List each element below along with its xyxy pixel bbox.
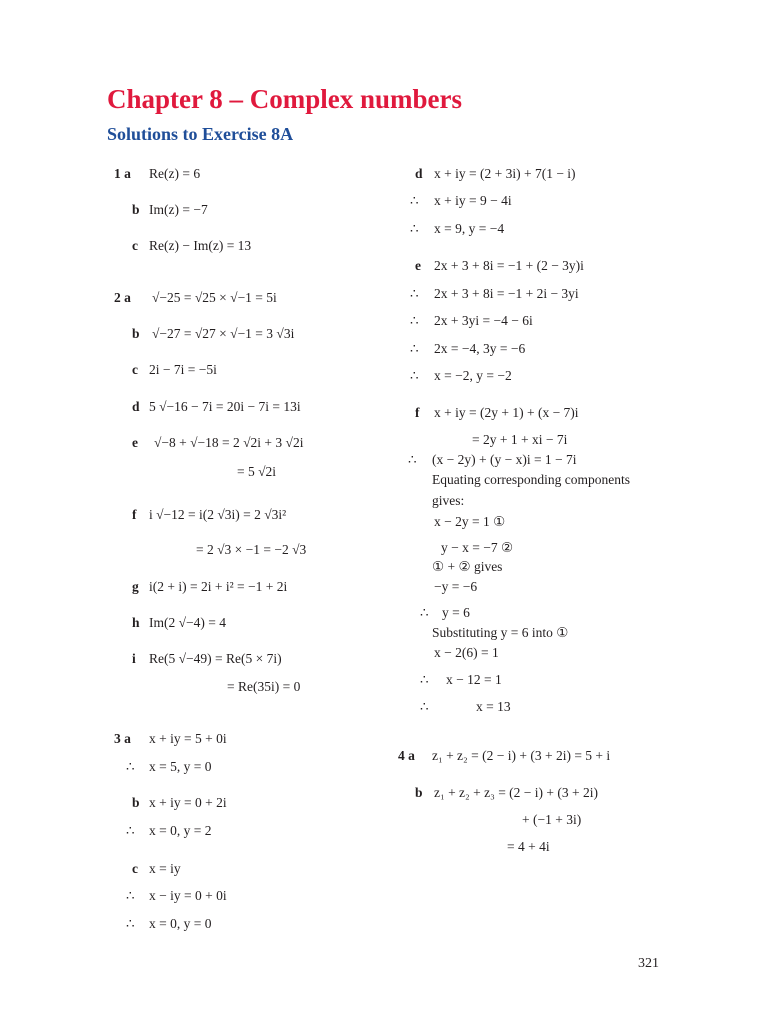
solution-line: x = 5, y = 0 — [149, 759, 212, 774]
solution-line: i √−12 = i(2 √3i) = 2 √3i² — [149, 507, 287, 522]
solution-line: = 2y + 1 + xi − 7i — [472, 432, 568, 447]
solution-line: x − 2y = 1 ① — [434, 514, 506, 529]
solution-line: = 5 √2i — [237, 464, 277, 479]
solution-line: 2i − 7i = −5i — [149, 362, 217, 377]
solution-line: Im(z) = −7 — [149, 202, 208, 217]
question-mark: f — [415, 405, 420, 420]
solution-line: ① + ② gives — [432, 559, 503, 574]
question-mark: 3 a — [114, 731, 131, 746]
solution-line: x + iy = 5 + 0i — [149, 731, 227, 746]
question-mark: 4 a — [398, 748, 415, 763]
solution-line: z₁ + z₂ = (2 − i) + (3 + 2i) = 5 + i — [432, 748, 611, 763]
therefore-symbol: ∴ — [126, 759, 135, 774]
question-mark: d — [132, 399, 140, 414]
solution-line: √−27 = √27 × √−1 = 3 √3i — [152, 326, 295, 341]
therefore-symbol: ∴ — [410, 286, 419, 301]
solution-line: Re(z) = 6 — [149, 166, 201, 181]
solution-line: −y = −6 — [434, 579, 478, 594]
solution-line: 2x + 3 + 8i = −1 + (2 − 3y)i — [434, 258, 584, 273]
question-mark: g — [132, 579, 139, 594]
therefore-symbol: ∴ — [410, 368, 419, 383]
therefore-symbol: ∴ — [410, 313, 419, 328]
solution-line: x + iy = 9 − 4i — [434, 193, 512, 208]
solution-line: z₁ + z₂ + z₃ = (2 − i) + (3 + 2i) — [434, 785, 599, 800]
solution-line: x + iy = (2y + 1) + (x − 7)i — [434, 405, 579, 420]
solution-line: x − 2(6) = 1 — [434, 645, 499, 660]
therefore-symbol: ∴ — [420, 699, 429, 714]
therefore-symbol: ∴ — [410, 221, 419, 236]
solution-line: 2x + 3 + 8i = −1 + 2i − 3yi — [434, 286, 579, 301]
solution-line: (x − 2y) + (y − x)i = 1 − 7i — [432, 452, 577, 467]
solution-line: 5 √−16 − 7i = 20i − 7i = 13i — [149, 399, 301, 414]
therefore-symbol: ∴ — [408, 452, 417, 467]
therefore-symbol: ∴ — [126, 823, 135, 838]
question-mark: b — [132, 326, 140, 341]
therefore-symbol: ∴ — [410, 193, 419, 208]
question-mark: c — [132, 861, 138, 876]
solution-line: y = 6 — [442, 605, 470, 620]
solution-line: x + iy = 0 + 2i — [149, 795, 227, 810]
question-mark: b — [415, 785, 423, 800]
solution-line: x = iy — [149, 861, 181, 876]
therefore-symbol: ∴ — [126, 888, 135, 903]
solution-line: x − iy = 0 + 0i — [149, 888, 227, 903]
question-mark: c — [132, 362, 138, 377]
question-mark: f — [132, 507, 137, 522]
solution-line: Re(z) − Im(z) = 13 — [149, 238, 252, 253]
solution-line: x + iy = (2 + 3i) + 7(1 − i) — [434, 166, 576, 181]
solution-line: 2x + 3yi = −4 − 6i — [434, 313, 533, 328]
solution-line: = 4 + 4i — [507, 839, 550, 854]
therefore-symbol: ∴ — [410, 341, 419, 356]
therefore-symbol: ∴ — [420, 605, 429, 620]
question-mark: 1 a — [114, 166, 131, 181]
section-title: Solutions to Exercise 8A — [107, 124, 294, 144]
solution-line: gives: — [432, 493, 465, 508]
question-mark: c — [132, 238, 138, 253]
solution-line: x − 12 = 1 — [446, 672, 502, 687]
solution-line: = 2 √3 × −1 = −2 √3 — [196, 542, 307, 557]
question-mark: i — [132, 651, 136, 666]
solution-line: √−8 + √−18 = 2 √2i + 3 √2i — [154, 435, 304, 450]
solution-line: x = −2, y = −2 — [434, 368, 512, 383]
solution-line: + (−1 + 3i) — [522, 812, 582, 827]
question-mark: 2 a — [114, 290, 131, 305]
solution-line: x = 9, y = −4 — [434, 221, 505, 236]
therefore-symbol: ∴ — [126, 916, 135, 931]
question-mark: b — [132, 795, 140, 810]
solution-line: x = 0, y = 2 — [149, 823, 212, 838]
question-mark: e — [132, 435, 138, 450]
solution-line: 2x = −4, 3y = −6 — [434, 341, 526, 356]
therefore-symbol: ∴ — [420, 672, 429, 687]
page-number: 321 — [638, 956, 659, 971]
solution-line: y − x = −7 ② — [441, 540, 514, 555]
question-mark: e — [415, 258, 421, 273]
solution-line: Im(2 √−4) = 4 — [149, 615, 226, 630]
solution-line: Re(5 √−49) = Re(5 × 7i) — [149, 651, 282, 666]
solution-line: Substituting y = 6 into ① — [432, 625, 569, 640]
chapter-title: Chapter 8 – Complex numbers — [107, 84, 463, 114]
question-mark: b — [132, 202, 140, 217]
solution-line: = Re(35i) = 0 — [227, 679, 301, 694]
solution-line: x = 13 — [476, 699, 511, 714]
solution-line: i(2 + i) = 2i + i² = −1 + 2i — [149, 579, 288, 594]
solution-line: √−25 = √25 × √−1 = 5i — [152, 290, 277, 305]
question-mark: h — [132, 615, 140, 630]
solution-line: x = 0, y = 0 — [149, 916, 212, 931]
question-mark: d — [415, 166, 423, 181]
solution-line: Equating corresponding components — [432, 472, 630, 487]
